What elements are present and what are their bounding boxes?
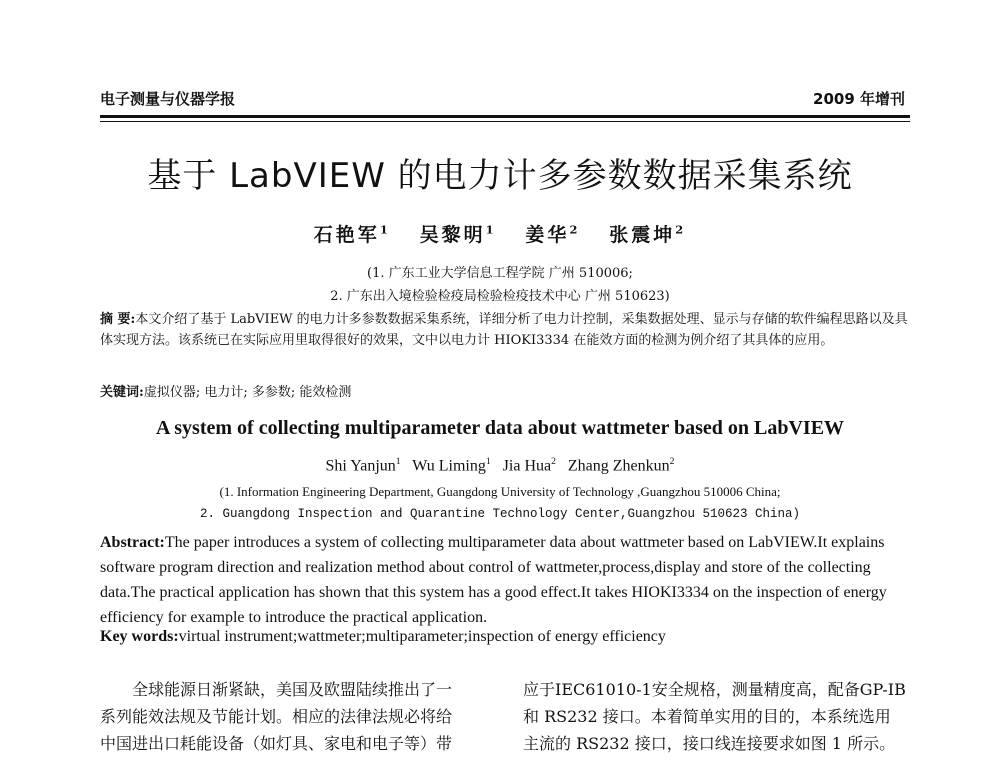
keywords-cn-text: 虚拟仪器; 电力计; 多参数; 能效检测 <box>143 385 352 400</box>
author-en-sup: 1 <box>395 456 401 467</box>
author-cn-sup: 2 <box>675 222 687 237</box>
author-cn: 姜华 <box>525 224 570 246</box>
abstract-chinese <box>100 309 910 351</box>
abstract-english <box>100 530 912 630</box>
affiliation-en-1: (1. Information Engineering Department, Guangdong University of Technology ,Guangzhou 510006 China; <box>219 484 781 499</box>
abstract-cn-text: 本文介绍了基于 LabVIEW 的电力计多参数数据采集系统，详细分析了电力计控制，采集数据处理、显示与存储的软件编程思路以及具体实现方法。该系统已在实际应用里取得很好的效果，文中以电力计 HIOKI3334 在能效方面的检测为例介绍了其具体的应用。 <box>100 312 908 348</box>
keywords-en-text: virtual instrument;wattmeter;multiparameter;inspection of energy efficiency <box>178 628 666 645</box>
body-line: 中国进出口耗能设备（如灯具、家电和电子等）带 <box>100 734 453 753</box>
abstract-en-text: The paper introduces a system of collecting multiparameter data about wattmeter based on LabVIEW.It explains software program direction and realization method about control of wattmeter,process,display and store of the collecting data.The practical application has shown that this system has a good effect.It takes HIOKI3334 on the inspection of energy efficiency for example to introduce the practical application. <box>100 534 887 626</box>
author-cn: 吴黎明 <box>419 224 486 246</box>
keywords-chinese <box>100 381 910 400</box>
journal-name: 电子测量与仪器学报 <box>100 90 236 108</box>
author-en: Shi Yanjun <box>325 457 396 475</box>
abstract-cn-label: 摘 要: <box>100 312 136 327</box>
body-line: 应于IEC61010-1安全规格，测量精度高，配备GP-IB <box>523 680 906 699</box>
body-column-right <box>523 676 907 757</box>
keywords-cn-label: 关键词: <box>100 385 144 400</box>
body-line: 和 RS232 接口。本着简单实用的目的，本系统选用 <box>523 707 891 726</box>
body-line: 主流的 RS232 接口，接口线连接要求如图 1 所示。 <box>523 734 896 753</box>
affiliation-cn-2: 2. 广东出入境检验检疫局检验检疫技术中心 广州 510623) <box>330 289 670 304</box>
keywords-english <box>100 628 910 646</box>
header-rule-thin <box>100 121 910 122</box>
author-cn: 张震坤 <box>609 224 676 246</box>
affiliation-cn-1: (1. 广东工业大学信息工程学院 广州 510006; <box>367 266 633 281</box>
body-column-left <box>100 676 484 757</box>
author-en: Zhang Zhenkun <box>567 457 670 475</box>
author-cn-sup: 1 <box>485 222 497 237</box>
author-en-sup: 1 <box>485 456 491 467</box>
author-en: Jia Hua <box>502 457 552 475</box>
body-line: 全球能源日渐紧缺，美国及欧盟陆续推出了一 <box>100 680 453 699</box>
title-english: A system of collecting multiparameter data about wattmeter based on LabVIEW <box>155 417 845 439</box>
body-line: 系列能效法规及节能计划。相应的法律法规必将给 <box>100 707 453 726</box>
author-en-sup: 2 <box>669 456 675 467</box>
abstract-en-label: Abstract: <box>100 534 165 551</box>
author-cn-sup: 1 <box>379 222 391 237</box>
affiliation-en-2: 2. Guangdong Inspection and Quarantine Technology Center,Guangzhou 510623 China) <box>199 507 801 521</box>
author-en: Wu Liming <box>412 457 486 475</box>
authors-chinese <box>0 220 1000 247</box>
title-chinese: 基于 LabVIEW 的电力计多参数数据采集系统 <box>147 156 853 196</box>
author-cn-sup: 2 <box>569 222 581 237</box>
keywords-en-label: Key words: <box>100 628 179 645</box>
header-rule-thick <box>100 115 910 118</box>
author-en-sup: 2 <box>551 456 556 467</box>
authors-english <box>0 456 1000 475</box>
issue-label: 2009 年增刊 <box>813 90 905 108</box>
author-cn: 石艳军 <box>313 224 380 246</box>
